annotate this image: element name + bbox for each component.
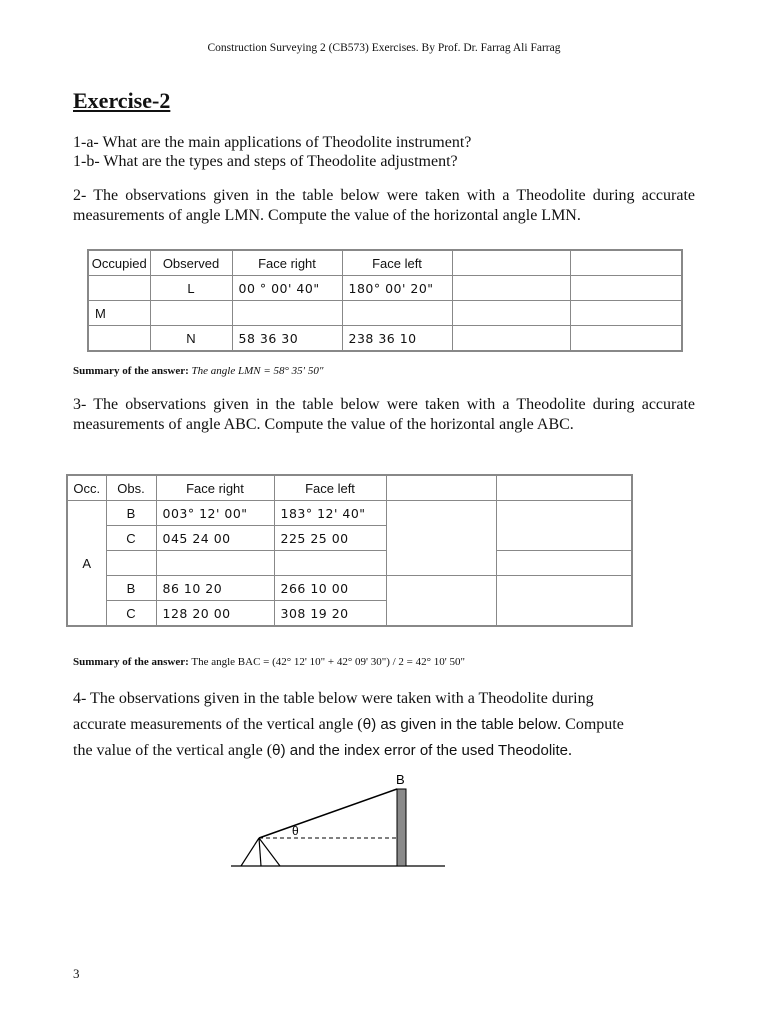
table-cell: 238 36 10 [342,326,452,352]
question-3: 3- The observations given in the table below were taken with a Theodolite during accurate measurements of angle ABC. Compute the value of the horizontal angle ABC. [73,396,695,433]
table-cell: B [106,501,156,526]
table-cell: 180° 00' 20" [342,276,452,301]
summary-text: The angle BAC = (42° 12' 10" + 42° 09' 30") / 2 = 42° 10' 50" [191,656,466,668]
table-cell: 045 24 00 [156,526,274,551]
table-cell: 183° 12' 40" [274,501,386,526]
table-header: Face left [342,250,452,276]
page-number: 3 [73,966,80,981]
tripod-leg [241,838,259,866]
table-cell: 00 ° 00' 40" [232,276,342,301]
exercise-title: Exercise-2 [73,88,171,113]
question-4-line: the value of the vertical angle (θ) and the index error of the used Theodolite. [73,742,573,759]
question-4-line: accurate measurements of the vertical angle (θ) as given in the table below. Compute [73,716,624,733]
table-cell: 128 20 00 [156,601,274,627]
summary-label: Summary of the answer: [73,656,189,668]
table-header: Obs. [106,475,156,501]
table-cell: 266 10 00 [274,576,386,601]
table-cell: C [106,526,156,551]
question-4 [73,686,695,764]
table-cell: 225 25 00 [274,526,386,551]
table-abc [66,474,633,627]
table-header: Occupied [88,250,150,276]
question-1b: 1-b- What are the types and steps of Theodolite adjustment? [73,153,458,170]
table-cell: L [150,276,232,301]
theta-symbol: θ [362,717,372,733]
question-4-line: 4- The observations given in the table below were taken with a Theodolite during [73,690,594,707]
table-cell: 86 10 20 [156,576,274,601]
summary-2 [73,656,465,668]
question-1a: 1-a- What are the main applications of Theodolite instrument? [73,134,472,151]
table-header: Face left [274,475,386,501]
table-header: Observed [150,250,232,276]
theta-symbol: θ [272,743,281,759]
table-cell: 003° 12' 00" [156,501,274,526]
target-staff [397,789,406,866]
summary-label: Summary of the answer: [73,365,189,377]
table-cell: M [88,301,150,326]
line-of-sight [259,789,397,838]
table-cell: A [67,501,106,627]
table-cell: B [106,576,156,601]
table-lmn [87,249,683,352]
table-cell: 58 36 30 [232,326,342,352]
table-cell: C [106,601,156,627]
table-header: Face right [156,475,274,501]
tripod-leg [259,838,261,866]
table-header: Face right [232,250,342,276]
summary-text: The angle LMN = 58° 35′ 50″ [191,365,324,377]
vertical-angle-figure [225,765,455,875]
page-header: Construction Surveying 2 (CB573) Exercises. By Prof. Dr. Farrag Ali Farrag [207,42,561,54]
table-cell: N [150,326,232,352]
table-header: Occ. [67,475,106,501]
point-label: B [396,772,405,787]
question-2: 2- The observations given in the table below were taken with a Theodolite during accurate measurements of angle LMN. Compute the value of the horizontal angle LMN. [73,187,695,224]
angle-label: θ [292,824,299,838]
tripod-leg [259,838,280,866]
table-cell: 308 19 20 [274,601,386,627]
summary-1 [73,365,323,377]
